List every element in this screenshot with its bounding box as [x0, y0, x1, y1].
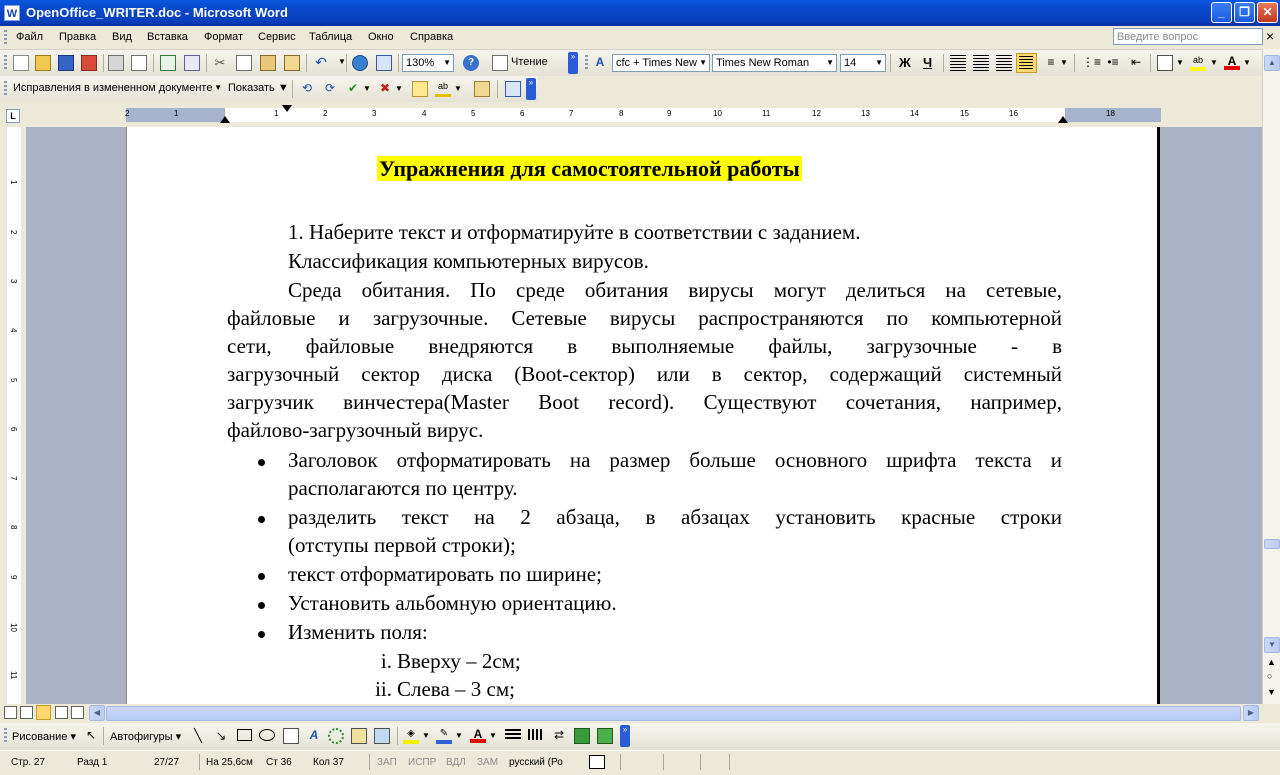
bullet-dot — [258, 631, 265, 638]
copy-icon[interactable] — [236, 55, 252, 71]
chevron-down-icon[interactable]: ▼ — [1176, 58, 1184, 67]
vruler-number: 9 — [9, 575, 18, 580]
toolbar-options-chevron[interactable]: » — [620, 725, 630, 747]
sublist-text: Вверху – 2см; — [397, 649, 521, 673]
line-spacing-icon[interactable]: ≡ — [1047, 55, 1055, 69]
vruler-number: 6 — [9, 427, 18, 432]
ruler-number: 5 — [471, 109, 476, 118]
rectangle-tool-icon[interactable] — [237, 729, 252, 741]
menu-format[interactable]: Формат — [204, 31, 244, 43]
maximize-button[interactable]: ❐ — [1234, 2, 1255, 23]
ruler-number: 11 — [762, 109, 771, 118]
chevron-down-icon[interactable]: ▼ — [455, 731, 463, 740]
ruler-number: 4 — [422, 109, 427, 118]
oval-tool-icon[interactable] — [259, 729, 275, 741]
zoom-value: 130% — [406, 57, 435, 69]
drawing-toolbar — [0, 723, 1280, 750]
menu-window[interactable]: Окно — [368, 31, 394, 43]
read-mode-button[interactable]: Чтение — [511, 56, 548, 68]
ruler-number: 16 — [1009, 109, 1018, 118]
font-color-icon[interactable]: A — [1224, 54, 1240, 70]
status-macro-record[interactable]: ЗАП — [377, 757, 397, 768]
align-center-icon[interactable] — [973, 55, 989, 71]
bold-button[interactable]: Ж — [899, 55, 911, 70]
separator — [1150, 54, 1151, 72]
reviewing-pane-icon[interactable] — [474, 81, 490, 97]
view-and-hscroll-row — [0, 704, 1280, 723]
font-select[interactable] — [712, 54, 837, 72]
word-app-icon[interactable]: W — [4, 5, 20, 21]
chevron-down-icon[interactable]: ▼ — [489, 731, 497, 740]
undo-dropdown-icon[interactable]: ▼ — [338, 57, 346, 66]
ruler-text-area — [225, 108, 1065, 122]
research-icon[interactable] — [184, 55, 200, 71]
para-line: загрузчик винчестера(Master Boot record). Существуют сочетания, например, — [227, 390, 1062, 414]
picture-icon[interactable] — [374, 728, 390, 744]
scroll-left-arrow-icon[interactable]: ◀ — [89, 705, 105, 721]
arrow-tool-icon[interactable]: ↘ — [215, 728, 227, 743]
scroll-up-arrow-icon[interactable]: ▲ — [1264, 55, 1280, 71]
previous-change-icon[interactable]: ⟲ — [301, 81, 313, 95]
horizontal-ruler[interactable] — [0, 104, 1262, 127]
menu-grip[interactable] — [4, 30, 7, 45]
vertical-ruler-strip — [7, 127, 21, 704]
scroll-right-arrow-icon[interactable]: ▶ — [1243, 705, 1259, 721]
ruler-number: 8 — [619, 109, 624, 118]
style-value: cfc + Times New — [616, 57, 697, 69]
bullet-dot — [258, 459, 265, 466]
status-bar — [0, 750, 1280, 775]
para-line: файловые и загрузочные. Сетевые вирусы распространяются по компьютерной — [227, 306, 1062, 330]
horizontal-scroll-thumb[interactable] — [106, 706, 1241, 721]
text-box-icon[interactable] — [283, 728, 299, 744]
status-language[interactable]: русский (Ро — [509, 757, 563, 768]
bullet-line: Установить альбомную ориентацию. — [288, 591, 617, 615]
bullets-icon[interactable]: •≡ — [1107, 55, 1119, 69]
paste-icon[interactable] — [260, 55, 276, 71]
menu-help[interactable]: Справка — [410, 31, 454, 43]
show-menu-button[interactable]: Показать ▼ — [228, 82, 289, 94]
window-title: OpenOffice_WRITER.doc - Microsoft Word — [26, 5, 288, 20]
status-separator — [729, 754, 730, 770]
ruler-number: 13 — [861, 109, 870, 118]
chevron-down-icon[interactable]: ▼ — [1243, 58, 1251, 67]
tables-borders-icon[interactable] — [376, 55, 392, 71]
subtitle-line: Классификация компьютерных вирусов. — [288, 249, 649, 273]
separator — [103, 727, 104, 745]
insert-comment-icon[interactable] — [412, 81, 428, 97]
right-indent-marker[interactable] — [1058, 116, 1068, 123]
underline-button[interactable]: Ч — [923, 55, 933, 70]
bullet-line: Изменить поля: — [288, 620, 428, 644]
scroll-down-arrow-icon[interactable]: ▼ — [1264, 637, 1280, 653]
status-track-changes[interactable]: ИСПР — [408, 757, 437, 768]
bullet-line: располагаются по центру. — [288, 476, 518, 500]
arrow-style-icon[interactable]: ⇄ — [553, 728, 565, 742]
vruler-number: 2 — [9, 230, 18, 235]
ruler-number: 1 — [274, 109, 279, 118]
para-line: сети, файловые внедряются в выполняемые файлы, загрузочные - в — [227, 334, 1062, 358]
separator — [206, 54, 207, 72]
autoshapes-menu-button[interactable]: Автофигуры ▾ — [110, 731, 182, 743]
align-left-icon[interactable] — [950, 55, 966, 71]
reviewing-toolbar — [0, 76, 538, 102]
zoom-select[interactable] — [402, 54, 454, 72]
vruler-number: 8 — [9, 525, 18, 530]
status-separator — [369, 754, 370, 770]
status-column: Кол 37 — [313, 757, 344, 768]
next-page-icon[interactable]: ▼ — [1267, 687, 1276, 697]
print-layout-view-icon[interactable] — [36, 705, 51, 720]
ruler-number: 2 — [125, 109, 130, 118]
style-select[interactable] — [612, 54, 710, 72]
font-size-value: 14 — [844, 57, 857, 69]
browse-object-icon[interactable]: ○ — [1267, 671, 1273, 681]
accept-change-icon[interactable]: ✔ — [347, 81, 359, 95]
hanging-indent-marker[interactable] — [220, 116, 230, 123]
bullet-line: текст отформатировать по ширине; — [288, 562, 602, 586]
ruler-number: 10 — [713, 109, 722, 118]
ruler-number: 7 — [569, 109, 574, 118]
menu-view[interactable]: Вид — [112, 31, 132, 43]
vertical-ruler[interactable] — [0, 127, 26, 704]
vruler-number: 5 — [9, 378, 18, 383]
bullet-line: (отступы первой строки); — [288, 533, 516, 557]
clipart-icon[interactable] — [351, 728, 367, 744]
toolbar-grip[interactable] — [4, 728, 7, 744]
separator — [397, 727, 398, 745]
cut-icon[interactable]: ✂ — [214, 55, 226, 70]
status-separator — [700, 754, 701, 770]
font-size-select[interactable] — [840, 54, 886, 72]
menu-file[interactable]: Файл — [16, 31, 44, 43]
new-document-icon[interactable] — [13, 55, 29, 71]
read-mode-icon[interactable] — [492, 55, 508, 71]
open-folder-icon[interactable] — [35, 55, 51, 71]
ruler-number: 3 — [372, 109, 377, 118]
status-position: На 25,6см — [206, 757, 253, 768]
status-overtype[interactable]: ЗАМ — [477, 757, 499, 768]
separator — [1074, 54, 1075, 72]
diagram-icon[interactable] — [328, 728, 344, 744]
status-pages: 27/27 — [154, 757, 180, 768]
track-changes-icon[interactable]: ab — [435, 81, 451, 97]
ruler-number: 2 — [323, 109, 328, 118]
document-close-icon[interactable]: × — [1266, 28, 1275, 44]
separator — [398, 54, 399, 72]
toolbar-row-1 — [0, 50, 1262, 76]
font-color-icon[interactable]: A — [470, 727, 486, 743]
previous-page-icon[interactable]: ▲ — [1267, 657, 1276, 667]
reject-change-icon[interactable]: ✖ — [379, 81, 391, 95]
separator — [306, 54, 307, 72]
font-value: Times New Roman — [716, 57, 810, 69]
status-line: Ст 36 — [266, 757, 292, 768]
para-line: файлово-загрузочный вирус. — [227, 418, 484, 442]
status-separator — [663, 754, 664, 770]
outline-view-icon[interactable] — [55, 706, 68, 719]
vertical-scrollbar[interactable] — [1262, 49, 1280, 704]
menu-bar — [0, 26, 1280, 50]
sublist-number: i. — [380, 649, 392, 673]
menu-edit[interactable]: Правка — [59, 31, 97, 43]
line-tool-icon[interactable]: ╲ — [194, 728, 202, 743]
chevron-down-icon: ▼ — [214, 83, 222, 92]
document-heading: Упражнения для самостоятельной работы — [379, 156, 800, 181]
separator — [292, 80, 293, 98]
web-view-icon[interactable] — [20, 706, 33, 719]
undo-icon[interactable]: ↶ — [315, 54, 327, 70]
spelling-status-icon[interactable] — [589, 755, 605, 769]
document-page[interactable] — [126, 127, 1160, 704]
vruler-number: 10 — [9, 623, 18, 632]
heading-wrap — [377, 156, 802, 182]
chevron-down-icon[interactable]: ▼ — [395, 84, 403, 93]
ruler-number: 6 — [520, 109, 525, 118]
display-for-review-select[interactable] — [10, 80, 224, 98]
ruler-number: 18 — [1106, 109, 1115, 118]
bullet-dot — [258, 602, 265, 609]
select-objects-icon[interactable]: ↖ — [85, 728, 97, 742]
3d-style-icon[interactable] — [597, 728, 613, 744]
print-preview-icon[interactable] — [131, 55, 147, 71]
spelling-icon[interactable] — [160, 55, 176, 71]
separator — [153, 54, 154, 72]
bullet-line: Заголовок отформатировать на размер больше основного шрифта текста и — [288, 448, 1062, 472]
line-color-icon[interactable]: ✎ — [436, 728, 452, 744]
separator — [346, 54, 347, 72]
numbering-icon[interactable]: ⋮≡ — [1082, 55, 1102, 69]
chevron-down-icon: ▼ — [699, 58, 707, 67]
dash-style-icon[interactable] — [528, 729, 544, 740]
vruler-number: 11 — [9, 671, 18, 680]
toolbar-grip[interactable] — [585, 55, 588, 71]
vruler-number: 7 — [9, 476, 18, 481]
chevron-down-icon[interactable]: ▼ — [363, 84, 371, 93]
tab-selector[interactable]: L — [6, 109, 20, 123]
chevron-down-icon[interactable]: ▼ — [422, 731, 430, 740]
line-style-icon[interactable] — [505, 729, 521, 740]
chevron-down-icon[interactable]: ▼ — [454, 84, 462, 93]
autoshapes-label: Автофигуры — [110, 731, 173, 743]
ask-question-input[interactable]: Введите вопрос — [1113, 28, 1263, 45]
reading-view-icon[interactable] — [71, 706, 84, 719]
normal-view-icon[interactable] — [4, 706, 17, 719]
vruler-number: 3 — [9, 279, 18, 284]
permission-icon[interactable] — [81, 55, 97, 71]
chevron-down-icon: ▼ — [443, 58, 451, 67]
chevron-down-icon: ▼ — [826, 58, 834, 67]
chevron-down-icon: ▼ — [875, 58, 883, 67]
ruler-number: 9 — [667, 109, 672, 118]
next-change-icon[interactable]: ⟳ — [324, 81, 336, 95]
menu-table[interactable]: Таблица — [309, 31, 353, 43]
scroll-thumb[interactable] — [1264, 539, 1280, 549]
fill-color-icon[interactable]: ◈ — [403, 728, 419, 744]
sublist-number: ii. — [375, 677, 392, 701]
ruler-number: 1 — [174, 109, 179, 118]
task-line: 1. Наберите текст и отформатируйте в соответствии с заданием. — [288, 220, 861, 244]
chevron-down-icon[interactable]: ▼ — [1210, 58, 1218, 67]
first-line-indent-marker[interactable] — [282, 105, 292, 112]
menu-insert[interactable]: Вставка — [147, 31, 188, 43]
wordart-icon[interactable]: A — [309, 728, 319, 742]
align-right-icon[interactable] — [996, 55, 1012, 71]
display-mode-value: Исправления в измененном документе — [13, 82, 213, 94]
ruler-number: 14 — [910, 109, 919, 118]
ruler-number: 15 — [960, 109, 969, 118]
reviewing-extra-icon[interactable] — [505, 81, 521, 97]
help-icon[interactable]: ? — [463, 55, 479, 71]
para-line: загрузочный сектор диска (Boot-сектор) или в сектор, содержащий системный — [227, 362, 1062, 386]
document-area[interactable] — [26, 127, 1262, 704]
borders-icon[interactable] — [1157, 55, 1173, 71]
menu-tools[interactable]: Сервис — [258, 31, 296, 43]
status-section: Разд 1 — [77, 757, 108, 768]
ruler-number: 12 — [812, 109, 821, 118]
save-icon[interactable] — [58, 55, 74, 71]
toolbar-grip[interactable] — [4, 55, 7, 71]
vruler-number: 4 — [9, 328, 18, 333]
drawing-label: Рисование — [12, 731, 68, 743]
close-button[interactable]: ✕ — [1257, 2, 1278, 23]
hyperlink-icon[interactable] — [352, 55, 368, 71]
bullet-line: разделить текст на 2 абзаца, в абзацах установить красные строки — [288, 505, 1062, 529]
shadow-style-icon[interactable] — [574, 728, 590, 744]
drawing-menu-button[interactable]: Рисование ▾ — [12, 731, 76, 743]
separator — [103, 54, 104, 72]
highlight-icon[interactable]: ab — [1190, 55, 1206, 71]
status-separator — [199, 754, 200, 770]
show-label: Показать — [228, 82, 275, 94]
format-painter-icon[interactable] — [284, 55, 300, 71]
styles-pane-icon[interactable]: A — [595, 55, 605, 69]
justify-icon[interactable] — [1016, 53, 1037, 73]
chevron-down-icon[interactable]: ▼ — [1060, 58, 1068, 67]
status-extend[interactable]: ВДЛ — [446, 757, 466, 768]
decrease-indent-icon[interactable]: ⇤ — [1130, 55, 1142, 69]
toolbar-grip[interactable] — [4, 81, 7, 97]
toolbar-options-chevron[interactable]: » — [568, 52, 578, 74]
status-separator — [620, 754, 621, 770]
minimize-button[interactable]: _ — [1211, 2, 1232, 23]
toolbar-options-chevron[interactable]: » — [526, 78, 536, 100]
title-bar[interactable] — [0, 0, 1280, 26]
separator — [497, 80, 498, 98]
separator — [943, 54, 944, 72]
print-icon[interactable] — [108, 55, 124, 71]
sublist-text: Слева – 3 см; — [397, 677, 515, 701]
para-line: Среда обитания. По среде обитания вирусы могут делиться на сетевые, — [288, 278, 1062, 302]
vruler-number: 1 — [9, 180, 18, 185]
bullet-dot — [258, 516, 265, 523]
justify-lines — [1019, 56, 1033, 69]
status-page: Стр. 27 — [11, 757, 46, 768]
separator — [890, 54, 891, 72]
bullet-dot — [258, 573, 265, 580]
